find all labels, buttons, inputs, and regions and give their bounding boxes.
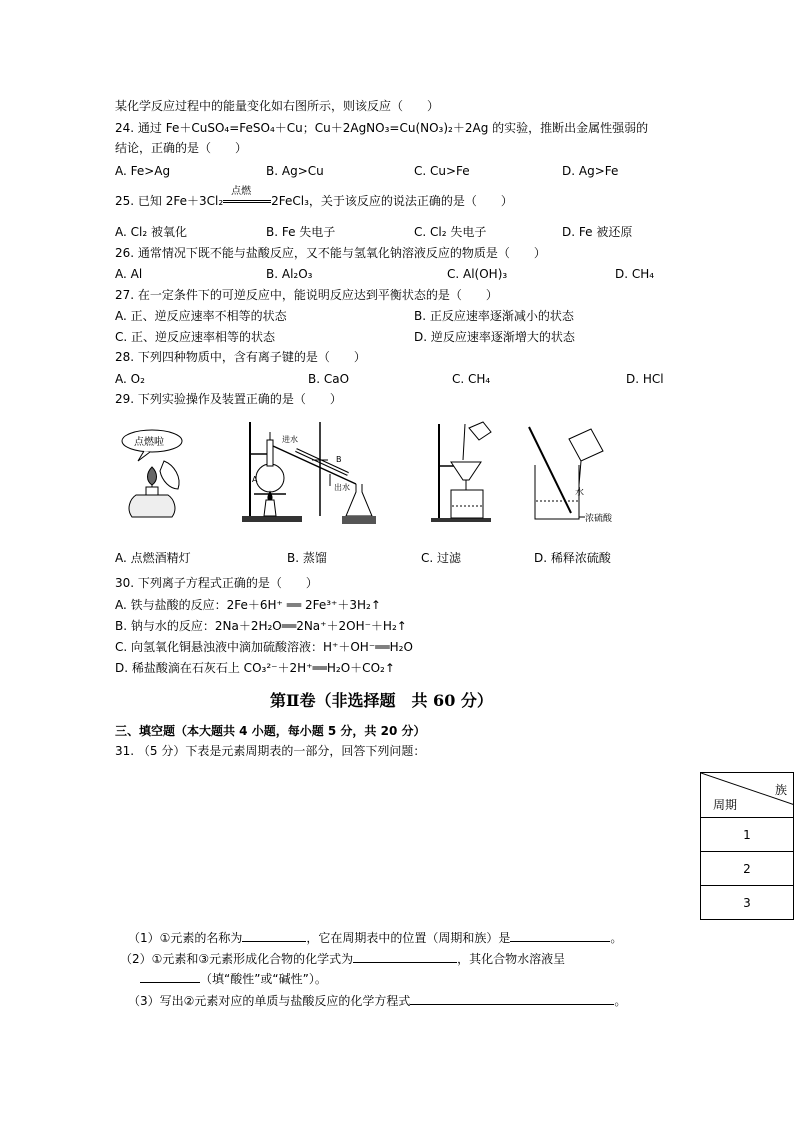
- q31-sub3-end: 。: [614, 994, 627, 1008]
- q31-sub3: [128, 992, 626, 1009]
- q24-stem-line2: 结论，正确的是（ ）: [115, 141, 248, 155]
- q27-stem: 27. 在一定条件下的可逆反应中，能说明反应达到平衡状态的是（ ）: [115, 288, 498, 302]
- q27-option-c: C. 正、逆反应速率相等的状态: [115, 330, 276, 344]
- q29-option-d: D. 稀释浓硫酸: [534, 551, 611, 565]
- q30-option-b: B. 钠与水的反应：2Na＋2H₂O══2Na⁺＋2OH⁻＋H₂↑: [115, 619, 407, 633]
- water-in-label: 进水: [282, 435, 298, 444]
- water-out-label: 出水: [334, 483, 350, 492]
- q26-option-d: D. CH₄: [615, 267, 655, 281]
- q31-sub1-a: （1）①元素的名称为: [128, 931, 243, 945]
- q31-sub1: [128, 929, 622, 946]
- group-header: 族: [774, 783, 787, 797]
- position-blank[interactable]: [510, 929, 610, 942]
- q31-stem: 31. （5 分）下表是元素周期表的一部分，回答下列问题：: [115, 744, 426, 758]
- q26-option-c: C. Al(OH)₃: [447, 267, 508, 281]
- speech-bubble-text: 点燃啦: [134, 437, 164, 448]
- q25-option-c: C. Cl₂ 失电子: [414, 225, 487, 239]
- q28-option-b: B. CaO: [308, 372, 350, 386]
- q31-sub2-a: （2）①元素和③元素形成化合物的化学式为: [120, 952, 354, 966]
- q24-option-c: C. Cu>Fe: [414, 164, 470, 178]
- q30-option-d: D. 稀盐酸滴在石灰石上 CO₃²⁻＋2H⁺══H₂O＋CO₂↑: [115, 661, 395, 675]
- equation-blank[interactable]: [410, 992, 614, 1005]
- q26-stem: 26. 通常情况下既不能与盐酸反应，又不能与氢氧化钠溶液反应的物质是（ ）: [115, 246, 546, 260]
- acidity-blank[interactable]: [140, 970, 200, 983]
- q24-stem-line1: 24. 通过 Fe＋CuSO₄=FeSO₄＋Cu；Cu＋2AgNO₃=Cu(NO₃)₂＋2Ag 的实验，推断出金属性强弱的: [115, 121, 649, 135]
- q28-option-d: D. HCl: [626, 372, 664, 386]
- q28-option-c: C. CH₄: [452, 372, 491, 386]
- part2-heading: 第Ⅱ卷（非选择题 共 60 分）: [270, 691, 493, 710]
- q29-option-c: C. 过滤: [421, 551, 462, 565]
- section3-heading: 三、填空题（本大题共 4 小题，每小题 5 分，共 20 分）: [115, 724, 426, 738]
- q25-option-a: A. Cl₂ 被氧化: [115, 225, 187, 239]
- q24-option-b: B. Ag>Cu: [266, 164, 324, 178]
- acid-label: 浓硫酸: [585, 514, 613, 524]
- reaction-condition-arrow: [223, 186, 271, 209]
- q31-sub2-cont: [140, 970, 327, 987]
- q25-suffix: 2FeCl₃，关于该反应的说法正确的是（ ）: [271, 194, 513, 208]
- q31-sub2-c: （填“酸性”或“碱性”）。: [200, 972, 327, 986]
- q28-stem: 28. 下列四种物质中，含有离子键的是（ ）: [115, 350, 366, 364]
- q31-sub1-b: ，它在周期表中的位置（周期和族）是: [306, 931, 511, 945]
- q28-option-a: A. O₂: [115, 372, 145, 386]
- dilute-sulfuric-acid-figure: [525, 425, 635, 525]
- reaction-condition: 点燃: [231, 186, 252, 197]
- q29-option-a: A. 点燃酒精灯: [115, 551, 191, 565]
- water-label: 水: [575, 488, 585, 498]
- period-row-3: 3: [701, 886, 794, 920]
- q30-option-a: A. 铁与盐酸的反应：2Fe＋6H⁺ ══ 2Fe³⁺＋3H₂↑: [115, 598, 381, 612]
- q31-sub2-b: ，其化合物水溶液呈: [457, 952, 566, 966]
- formula-blank[interactable]: [353, 950, 457, 963]
- label-b: B: [336, 455, 342, 464]
- q25-option-b: B. Fe 失电子: [266, 225, 336, 239]
- q31-sub3-a: （3）写出②元素对应的单质与盐酸反应的化学方程式: [128, 994, 411, 1008]
- period-row-1: 1: [701, 818, 794, 852]
- q26-option-b: B. Al₂O₃: [266, 267, 313, 281]
- q29-stem: 29. 下列实验操作及装置正确的是（ ）: [115, 392, 342, 406]
- periodic-table-fragment: [700, 772, 794, 920]
- label-a: A: [252, 475, 258, 484]
- q27-option-a: A. 正、逆反应速率不相等的状态: [115, 309, 287, 323]
- q25-option-d: D. Fe 被还原: [562, 225, 633, 239]
- q31-sub2: [120, 950, 565, 967]
- q30-stem: 30. 下列离子方程式正确的是（ ）: [115, 576, 318, 590]
- q30-option-c: C. 向氢氧化铜悬浊液中滴加硫酸溶液：H⁺＋OH⁻══H₂O: [115, 640, 413, 654]
- alcohol-lamp-lighting-figure: [112, 425, 192, 525]
- distillation-apparatus-figure: [238, 420, 378, 526]
- q25-prefix: 25. 已知 2Fe＋3Cl₂: [115, 194, 224, 208]
- q24-option-d: D. Ag>Fe: [562, 164, 619, 178]
- q31-sub1-end: 。: [610, 931, 623, 945]
- q27-option-b: B. 正反应速率逐渐减小的状态: [414, 309, 574, 323]
- period-row-2: 2: [701, 852, 794, 886]
- element-name-blank[interactable]: [242, 929, 306, 942]
- filtration-apparatus-figure: [425, 420, 505, 526]
- q25-stem: [115, 186, 513, 209]
- period-header: 周期: [713, 798, 738, 812]
- q24-option-a: A. Fe>Ag: [115, 164, 171, 178]
- q29-option-b: B. 蒸馏: [287, 551, 327, 565]
- q26-option-a: A. Al: [115, 267, 143, 281]
- q27-option-d: D. 逆反应速率逐渐增大的状态: [414, 330, 575, 344]
- table-corner-header: [701, 773, 794, 818]
- q23-tail: 某化学反应过程中的能量变化如右图所示，则该反应（ ）: [115, 99, 440, 113]
